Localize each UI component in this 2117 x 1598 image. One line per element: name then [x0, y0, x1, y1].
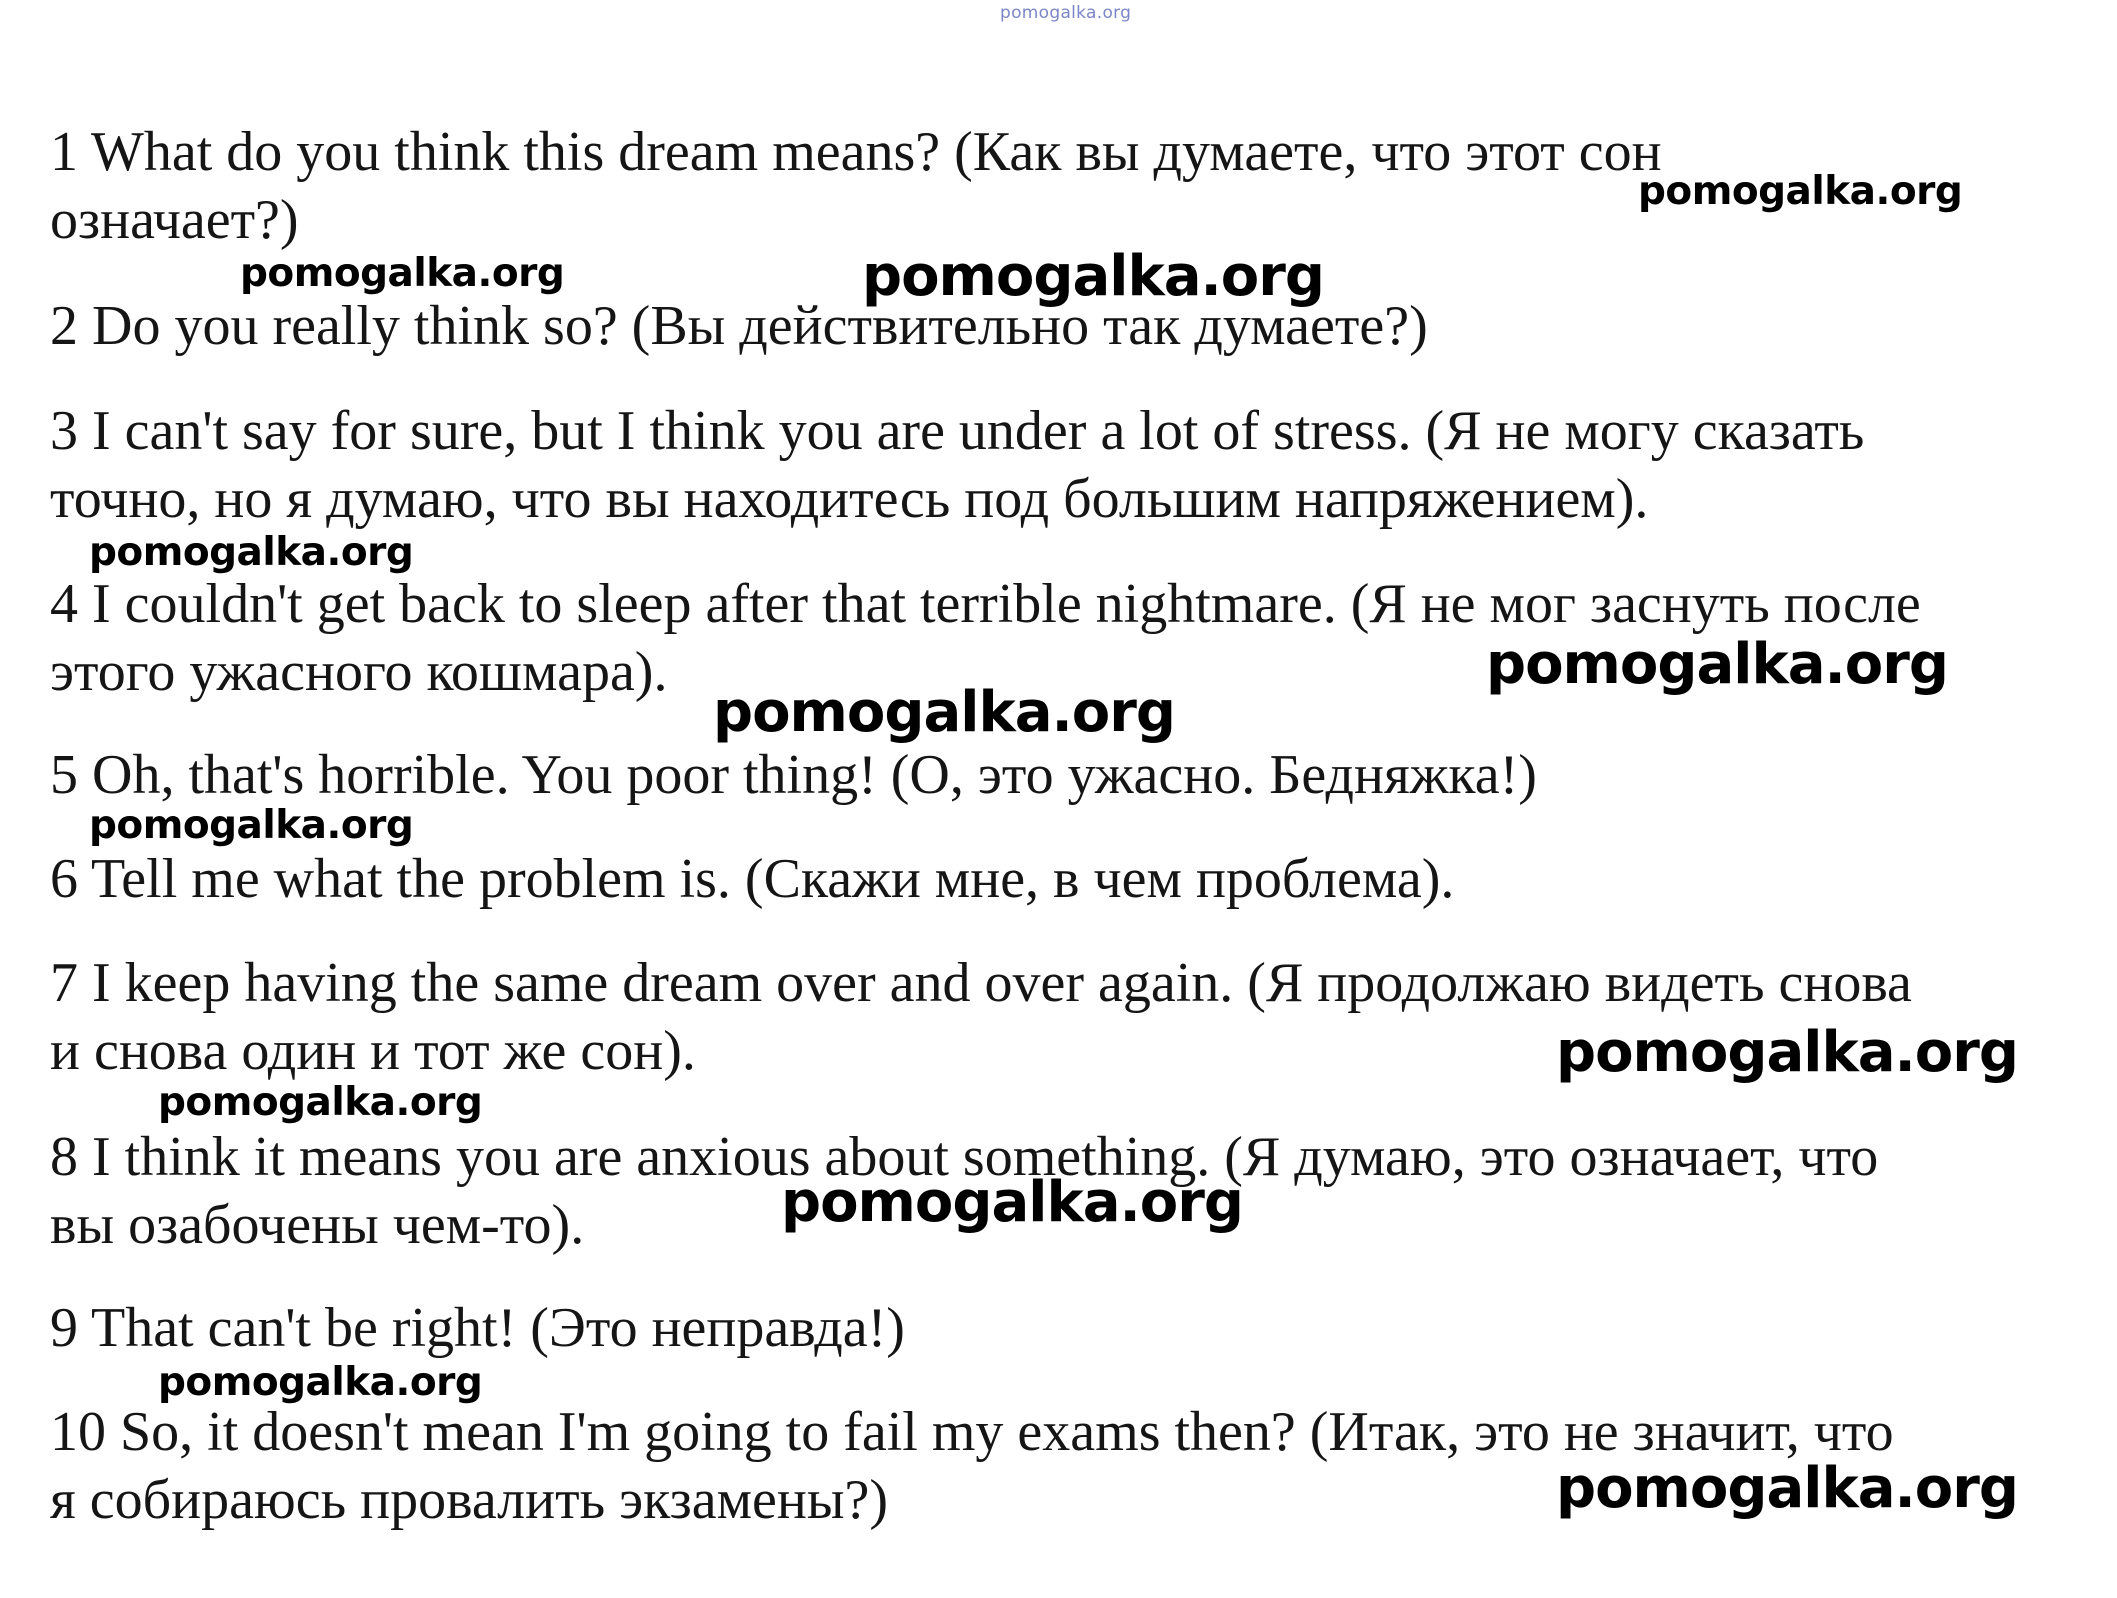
item-6-line-1: 6 Tell me what the problem is. (Скажи мне, в чем проблема).	[50, 848, 1455, 910]
header-watermark: pomogalka.org	[1000, 3, 1132, 23]
watermark-1: pomogalka.org	[1638, 169, 1963, 214]
item-4-line-1: 4 I couldn't get back to sleep after that terrible nightmare. (Я не мог заснуть после	[50, 573, 1921, 635]
item-1-line-2: означает?)	[50, 189, 299, 251]
item-8-line-1: 8 I think it means you are anxious about something. (Я думаю, это означает, что	[50, 1126, 1879, 1188]
item-3-line-2: точно, но я думаю, что вы находитесь под большим напряжением).	[50, 468, 1649, 530]
item-7-line-2: и снова один и тот же сон).	[50, 1020, 696, 1082]
item-2-line-1: 2 Do you really think so? (Вы действительно так думаете?)	[50, 295, 1428, 357]
item-1-line-1: 1 What do you think this dream means? (Как вы думаете, что этот сон	[50, 121, 1662, 183]
item-3-line-1: 3 I can't say for sure, but I think you are under a lot of stress. (Я не могу сказать	[50, 400, 1865, 462]
item-4-line-2: этого ужасного кошмара).	[50, 641, 668, 703]
watermark-11: pomogalka.org	[158, 1360, 483, 1405]
item-9-line-1: 9 That can't be right! (Это неправда!)	[50, 1297, 905, 1359]
watermark-10: pomogalka.org	[781, 1170, 1243, 1235]
item-10-line-2: я собираюсь провалить экзамены?)	[50, 1469, 888, 1531]
watermark-6: pomogalka.org	[713, 680, 1175, 745]
item-10-line-1: 10 So, it doesn't mean I'm going to fail my exams then? (Итак, это не значит, что	[50, 1401, 1894, 1463]
watermark-5: pomogalka.org	[1486, 632, 1948, 697]
watermark-3: pomogalka.org	[862, 244, 1324, 309]
watermark-4: pomogalka.org	[89, 530, 414, 575]
item-5-line-1: 5 Oh, that's horrible. You poor thing! (О, это ужасно. Бедняжка!)	[50, 744, 1537, 806]
watermark-2: pomogalka.org	[240, 251, 565, 296]
item-7-line-1: 7 I keep having the same dream over and over again. (Я продолжаю видеть снова	[50, 952, 1912, 1014]
item-8-line-2: вы озабочены чем-то).	[50, 1194, 585, 1256]
watermark-12: pomogalka.org	[1556, 1456, 2018, 1521]
watermark-9: pomogalka.org	[158, 1080, 483, 1125]
watermark-8: pomogalka.org	[1556, 1020, 2018, 1085]
watermark-7: pomogalka.org	[89, 803, 414, 848]
